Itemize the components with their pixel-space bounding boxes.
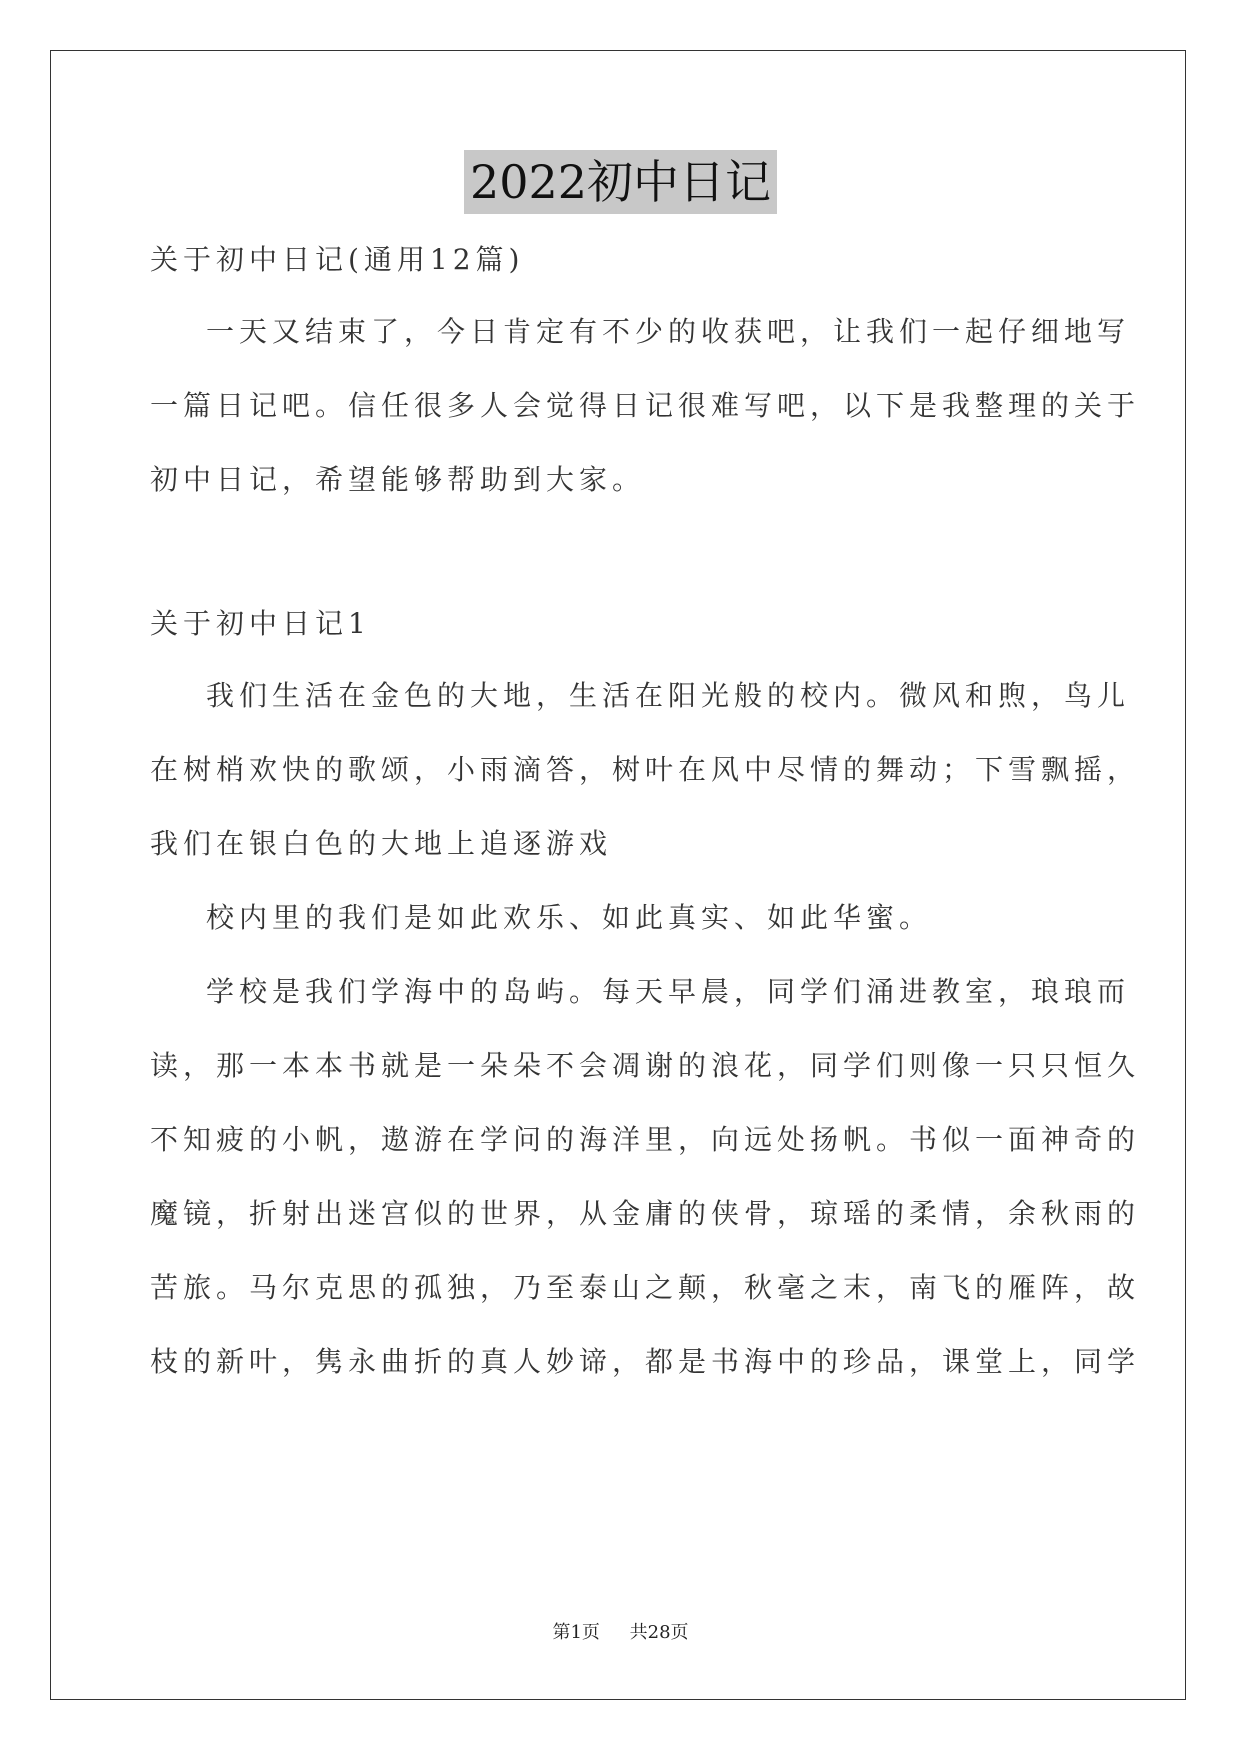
page-total: 共28页 (629, 1622, 689, 1643)
page-footer (0, 1618, 1241, 1644)
paragraph-line: 校内里的我们是如此欢乐、如此真实、如此华蜜。 (206, 901, 933, 934)
paragraph-line: 不知疲的小帆，遨游在学问的海洋里，向远处扬帆。书似一面神奇的 (150, 1123, 1141, 1156)
paragraph-line: 在树梢欢快的歌颂，小雨滴答，树叶在风中尽情的舞动；下雪飘摇， (150, 753, 1141, 786)
intro-line: 一篇日记吧。信任很多人会觉得日记很难写吧，以下是我整理的关于 (150, 389, 1141, 422)
paragraph-line: 我们在银白色的大地上追逐游戏 (150, 827, 613, 860)
page-border (50, 50, 1186, 1700)
paragraph-line: 学校是我们学海中的岛屿。每天早晨，同学们涌进教室，琅琅而 (206, 975, 1131, 1008)
title-container (0, 150, 1241, 214)
document-subtitle: 关于初中日记(通用12篇) (150, 243, 525, 276)
intro-line: 一天又结束了，今日肯定有不少的收获吧，让我们一起仔细地写 (206, 315, 1131, 348)
page-number: 第1页 (552, 1622, 600, 1643)
section-heading: 关于初中日记1 (150, 607, 371, 640)
paragraph-line: 枝的新叶，隽永曲折的真人妙谛，都是书海中的珍品，课堂上，同学 (150, 1345, 1141, 1378)
paragraph-line: 我们生活在金色的大地，生活在阳光般的校内。微风和煦，鸟儿 (206, 679, 1131, 712)
intro-line: 初中日记，希望能够帮助到大家。 (150, 463, 646, 496)
paragraph-line: 读，那一本本书就是一朵朵不会凋谢的浪花，同学们则像一只只恒久 (150, 1049, 1141, 1082)
paragraph-line: 魔镜，折射出迷宫似的世界，从金庸的侠骨，琼瑶的柔情，余秋雨的 (150, 1197, 1141, 1230)
document-title: 2022初中日记 (464, 150, 777, 214)
paragraph-line: 苦旅。马尔克思的孤独，乃至泰山之颠，秋毫之末，南飞的雁阵，故 (150, 1271, 1141, 1304)
